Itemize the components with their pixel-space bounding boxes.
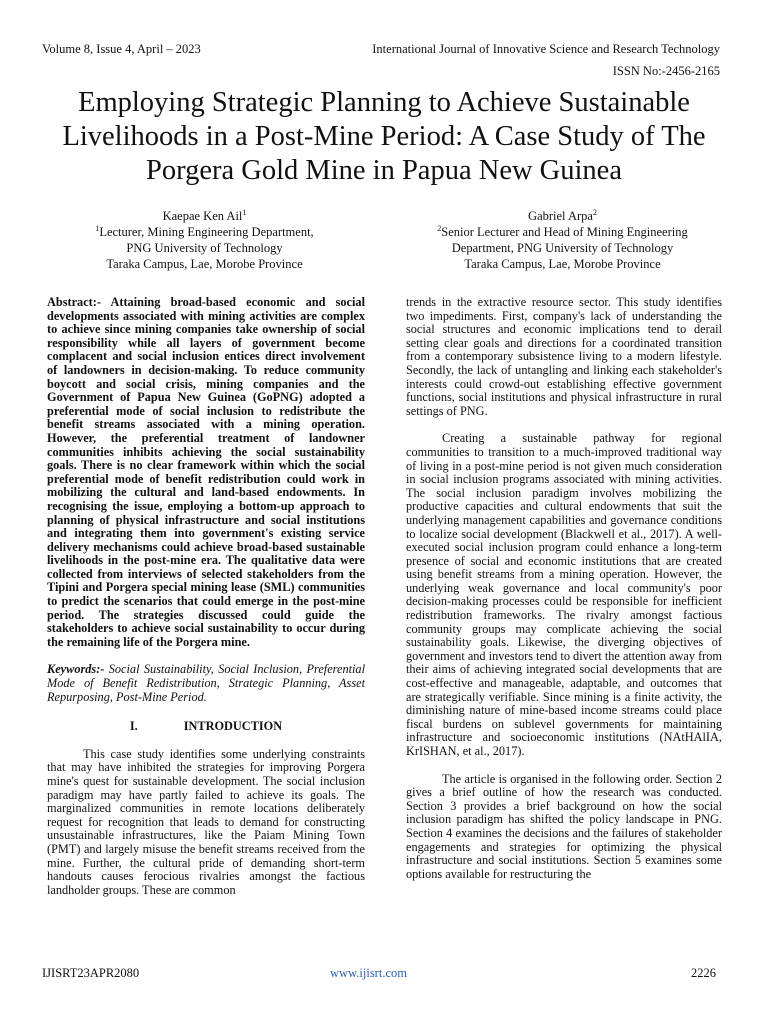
affiliation-line: PNG University of Technology — [126, 241, 283, 255]
issn: ISSN No:-2456-2165 — [612, 64, 720, 78]
affiliation-line: Senior Lecturer and Head of Mining Engineering — [441, 225, 688, 239]
author-name: Gabriel Arpa — [528, 209, 593, 223]
keywords-text: Social Sustainability, Social Inclusion, Preferential Mode of Benefit Redistribution, Strategic Planning, Asset Repurposing, Post-Mine Period. — [47, 662, 365, 704]
affiliation-superscript: 1 — [95, 223, 100, 233]
body-paragraph: The article is organised in the following order. Section 2 gives a brief outline of how the research was conducted. Section 3 provides a brief background on how the social inclusion paradigm has shifted the policy landscape in PNG. Section 4 examines the decisions and the failures of stakeholder engagements and strategies for optimizing the physical infrastructure and social institutions. Section 5 examines some options available for restructuring the — [406, 771, 722, 881]
intro-paragraph: This case study identifies some underlying constraints that may have inhibited the strategies for improving Porgera mine's quest for sustainable development. The social inclusion paradigm may have partly failed to achieve its goals. The marginalized communities in remote locations deliberately request for recognition that leads to demand for constructing unsustainable infrastructures, like the Paiam Mining Town (PMT) and largely misuse the benefit streams received from the mine. Further, the cultural pride of demanding short-term handouts causes ferocious rivalries amongst the factious landholder groups. These are common — [47, 746, 365, 897]
affiliation-line: Department, PNG University of Technology — [451, 241, 674, 255]
affiliation-line: Taraka Campus, Lae, Morobe Province — [106, 257, 303, 271]
section-number: I. — [129, 719, 138, 734]
volume-issue: Volume 8, Issue 4, April – 2023 — [42, 42, 201, 56]
affiliation-line: Taraka Campus, Lae, Morobe Province — [464, 257, 661, 271]
author-superscript: 2 — [592, 207, 597, 217]
right-column — [406, 296, 722, 881]
body-paragraph: Creating a sustainable pathway for regional communities to transition to a much-improved traditional way of living in a post-mine period is not given much consideration in social inclusion programs associated with mining activities. The social inclusion paradigm involves mobilizing the productive capacities and cultural endowments that suit the underlying management capabilities and governance conditions to localize social development (Blackwell et al., 2017). A well-executed social inclusion program could enhance a long-term presence of social and economic institutions that are created using benefit streams from a mining operation. However, the underlying weak governance and local community's poor decision-making processes could be responsible for inefficient redistribution frameworks. The rivalry amongst factious community groups may complicate achieving the social sustainability goals. Likewise, the diverging objectives of government and investors tend to divert the attention away from their aims of achieving integrated social developments that are cost-effective and manageable, adaptable, and outcomes that are strategically verifiable. Since mining is a finite activity, the diminishing nature of mine-based income streams could place fiscal burdens on sublevel governments for maintaining infrastructure and socioeconomic institutions (NAtHAlIA, KrISHAN, et al., 2017). — [406, 431, 722, 758]
author-block-1 — [42, 208, 367, 272]
journal-name: International Journal of Innovative Science and Research Technology — [372, 42, 720, 56]
left-column — [47, 296, 365, 897]
paper-id: IJISRT23APR2080 — [42, 966, 140, 980]
author-name: Kaepae Ken Ail — [162, 209, 243, 223]
paper-title: Employing Strategic Planning to Achieve Sustainable Livelihoods in a Post-Mine Period: A Case Study of The Porgera Gold Mine in Papua New Guinea — [62, 87, 706, 186]
keywords-label: Keywords:- — [47, 662, 105, 677]
affiliation-line: Lecturer, Mining Engineering Department, — [99, 225, 314, 239]
journal-url-link[interactable]: www.ijisrt.com — [330, 966, 407, 980]
body-paragraph: trends in the extractive resource sector. This study identifies two impediments. First, company's lack of understanding the social structures and economic implications tend to derail setting clear goals and directions for a coordinated transition from a contemporary subsistence living to a modern lifestyle. Secondly, the lack of untangling and linking each stakeholder's interests could crowd-out establishing effective government functions, social institutions and physical infrastructure in rural settings of PNG. — [406, 295, 722, 418]
abstract: Abstract:- Attaining broad-based economic and social developments associated with mining activities are complex to achieve since mining companies take ownership of social responsibility while all layers of government become complacent and social inclusion entices direct involvement of landowners in decision-making. To reduce community boycott and social crisis, mining companies and the Government of Papua New Guinea (GoPNG) adopted a preferential mode of social inclusion to redistribute the benefit streams associated with a mining operation. However, the preferential treatment of landowner communities inhibits achieving the social sustainability goals. There is no clear framework within which the social preferential mode of benefit redistribution could work in mobilizing the cultural and land-based endowments. In recognising the issue, employing a bottom-up approach to planning of physical infrastructure and social institutions and integrating them into government's existing service delivery mechanisms could achieve broad-based sustainable livelihoods in the post-mine era. The qualitative data were collected from interviews of selected stakeholders from the Tipini and Porgera special mining lease (SML) communities to predict the scenarios that could emerge in the post-mine period. The strategies discussed could guide the stakeholders to achieve social sustainability to occur during the remaining life of the Porgera mine. — [47, 295, 365, 649]
author-superscript: 1 — [242, 207, 247, 217]
page-number: 2226 — [691, 966, 716, 980]
keywords — [47, 663, 365, 704]
section-heading — [47, 720, 365, 734]
affiliation-superscript: 2 — [437, 223, 442, 233]
author-block-2 — [400, 208, 725, 272]
section-title: INTRODUCTION — [183, 719, 283, 734]
